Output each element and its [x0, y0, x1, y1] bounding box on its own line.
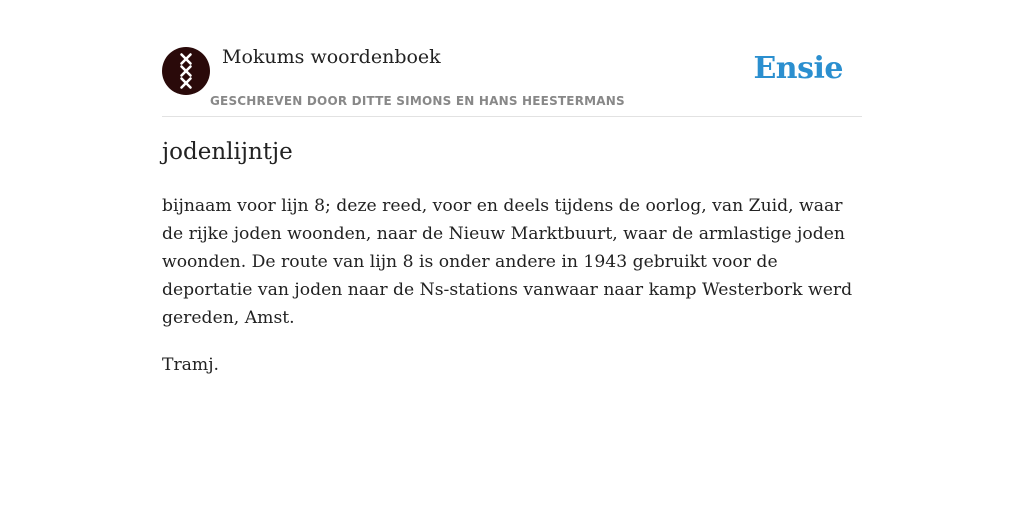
- dictionary-authors: GESCHREVEN DOOR DITTE SIMONS EN HANS HEESTERMANS: [210, 94, 625, 108]
- entry-category: Tramj.: [162, 355, 220, 375]
- entry-definition: bijnaam voor lijn 8; deze reed, voor en deels tijdens de oorlog, van Zuid, waar de rijke joden woonden, naar de Nieuw Marktbuurt, waar de armlastige joden woonden. De route van lijn 8 is onder andere in 1943 gebruikt voor de deportatie van joden naar de Ns-stations vanwaar naar kamp Westerbork werd gereden, Amst.: [162, 196, 853, 328]
- dictionary-header: [162, 0, 862, 117]
- entry-headword: jodenlijntje: [162, 139, 293, 165]
- dictionary-title[interactable]: Mokums woordenboek: [222, 46, 441, 68]
- dictionary-logo[interactable]: [162, 47, 210, 95]
- page-container: [162, 0, 862, 375]
- amsterdam-xxx-icon: [162, 47, 210, 95]
- brand-logo-link[interactable]: Ensie: [753, 51, 843, 86]
